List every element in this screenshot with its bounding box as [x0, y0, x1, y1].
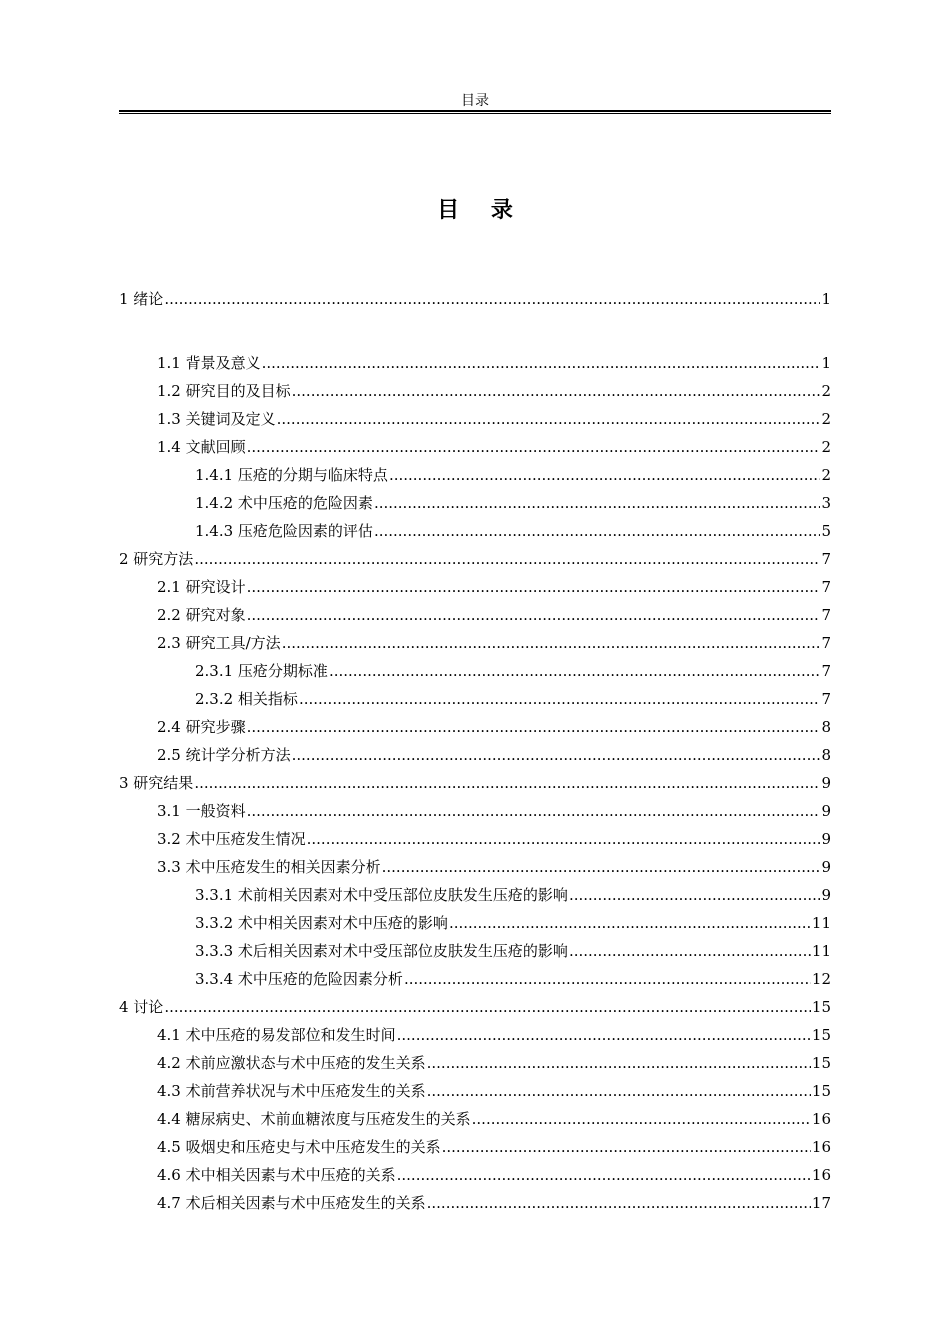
toc-dot-leader: [247, 797, 821, 825]
toc-entry-label: 1.4.3 压疮危险因素的评估: [195, 522, 373, 540]
toc-dot-leader: [397, 1021, 811, 1049]
toc-dot-leader: [247, 601, 821, 629]
toc-entry-label: 4.7 术后相关因素与术中压疮发生的关系: [157, 1194, 426, 1212]
toc-entry-label: 2.2 研究对象: [157, 606, 246, 624]
toc-entry-label: 1.3 关键词及定义: [157, 410, 276, 428]
page-title: 目 录: [437, 197, 525, 223]
toc-entry-page-number: 15: [811, 1026, 831, 1044]
toc-entry-page-number: 17: [811, 1194, 831, 1212]
toc-dot-leader: [282, 629, 821, 657]
toc-entry-page-number: 16: [811, 1110, 831, 1128]
toc-entry[interactable]: [119, 1049, 831, 1077]
toc-entry-page-number: 9: [821, 858, 831, 876]
toc-entry[interactable]: [119, 601, 831, 629]
toc-dot-leader: [307, 825, 821, 853]
toc-entry-page-number: 2: [821, 382, 831, 400]
toc-dot-leader: [427, 1189, 811, 1217]
toc-entry-label: 1 绪论: [119, 290, 164, 308]
toc-entry[interactable]: [119, 545, 831, 573]
toc-entry[interactable]: [119, 1077, 831, 1105]
toc-entry-label: 1.4.1 压疮的分期与临床特点: [195, 466, 388, 484]
toc-dot-leader: [442, 1133, 811, 1161]
toc-entry-page-number: 9: [821, 886, 831, 904]
toc-entry-page-number: 1: [821, 354, 831, 372]
toc-entry-label: 3.3.2 术中相关因素对术中压疮的影响: [195, 914, 448, 932]
toc-entry[interactable]: [119, 405, 831, 433]
toc-entry-page-number: 9: [821, 802, 831, 820]
toc-dot-leader: [569, 937, 811, 965]
toc-dot-leader: [382, 853, 821, 881]
toc-entry-page-number: 7: [821, 690, 831, 708]
toc-dot-leader: [449, 909, 811, 937]
toc-entry-label: 3 研究结果: [119, 774, 194, 792]
toc-entry-page-number: 2: [821, 410, 831, 428]
toc-entry-page-number: 5: [821, 522, 831, 540]
toc-entry-label: 1.1 背景及意义: [157, 354, 261, 372]
toc-entry[interactable]: [119, 433, 831, 461]
toc-entry-page-number: 1: [821, 290, 831, 308]
toc-entry[interactable]: [119, 965, 831, 993]
toc-dot-leader: [292, 741, 821, 769]
toc-entry-label: 4.5 吸烟史和压疮史与术中压疮发生的关系: [157, 1138, 441, 1156]
toc-dot-leader: [277, 405, 821, 433]
toc-entry[interactable]: [119, 1133, 831, 1161]
toc-entry-label: 3.3.4 术中压疮的危险因素分析: [195, 970, 403, 988]
toc-dot-leader: [427, 1049, 811, 1077]
toc-entry[interactable]: [119, 657, 831, 685]
toc-entry-label: 4.3 术前营养状况与术中压疮发生的关系: [157, 1082, 426, 1100]
toc-entry-page-number: 16: [811, 1166, 831, 1184]
toc-entry-label: 4.2 术前应激状态与术中压疮的发生关系: [157, 1054, 426, 1072]
toc-entry-page-number: 8: [821, 746, 831, 764]
toc-entry[interactable]: [119, 993, 831, 1021]
toc-entry[interactable]: [119, 1105, 831, 1133]
toc-dot-leader: [194, 769, 820, 797]
running-header: 目录: [461, 93, 489, 109]
toc-entry-page-number: 12: [811, 970, 831, 988]
toc-dot-leader: [374, 489, 821, 517]
toc-entry-label: 2.3.1 压疮分期标准: [195, 662, 328, 680]
toc-entry-label: 2.3.2 相关指标: [195, 690, 298, 708]
toc-dot-leader: [247, 433, 821, 461]
toc-entry[interactable]: [119, 489, 831, 517]
toc-entry-page-number: 11: [811, 942, 831, 960]
toc-entry[interactable]: [119, 349, 831, 377]
toc-entry-label: 3.3.1 术前相关因素对术中受压部位皮肤发生压疮的影响: [195, 886, 568, 904]
toc-dot-leader: [329, 657, 821, 685]
toc-entry-label: 3.3.3 术后相关因素对术中受压部位皮肤发生压疮的影响: [195, 942, 568, 960]
toc-entry-page-number: 7: [821, 606, 831, 624]
toc-entry-page-number: 9: [821, 774, 831, 792]
toc-entry[interactable]: [119, 825, 831, 853]
toc-entry-label: 1.2 研究目的及目标: [157, 382, 291, 400]
toc-entry-page-number: 16: [811, 1138, 831, 1156]
toc-entry[interactable]: [119, 909, 831, 937]
toc-dot-leader: [164, 993, 811, 1021]
toc-entry-label: 1.4.2 术中压疮的危险因素: [195, 494, 373, 512]
header-rule: [119, 110, 831, 114]
toc-dot-leader: [427, 1077, 811, 1105]
toc-entry-page-number: 7: [821, 634, 831, 652]
toc-entry[interactable]: [119, 1189, 831, 1217]
toc-entry-page-number: 7: [821, 662, 831, 680]
toc-entry-label: 2.1 研究设计: [157, 578, 246, 596]
toc-entry-label: 4.4 糖尿病史、术前血糖浓度与压疮发生的关系: [157, 1110, 471, 1128]
toc-entry-label: 2 研究方法: [119, 550, 194, 568]
toc-entry[interactable]: [119, 377, 831, 405]
toc-entry-page-number: 9: [821, 830, 831, 848]
toc-entry-label: 3.1 一般资料: [157, 802, 246, 820]
toc-entry[interactable]: [119, 881, 831, 909]
table-of-contents: [119, 285, 831, 1217]
toc-entry[interactable]: [119, 713, 831, 741]
toc-entry-label: 4.1 术中压疮的易发部位和发生时间: [157, 1026, 396, 1044]
toc-dot-leader: [404, 965, 811, 993]
toc-entry-label: 2.5 统计学分析方法: [157, 746, 291, 764]
toc-entry-page-number: 3: [821, 494, 831, 512]
toc-dot-leader: [397, 1161, 811, 1189]
toc-dot-leader: [292, 377, 821, 405]
toc-entry[interactable]: [119, 937, 831, 965]
toc-entry-page-number: 7: [821, 578, 831, 596]
toc-entry[interactable]: [119, 797, 831, 825]
toc-dot-leader: [194, 545, 820, 573]
toc-dot-leader: [299, 685, 821, 713]
toc-entry-page-number: 2: [821, 466, 831, 484]
toc-entry[interactable]: [119, 769, 831, 797]
toc-entry[interactable]: [119, 285, 831, 313]
toc-dot-leader: [569, 881, 821, 909]
toc-entry-label: 4.6 术中相关因素与术中压疮的关系: [157, 1166, 396, 1184]
toc-entry-page-number: 15: [811, 998, 831, 1016]
toc-entry[interactable]: [119, 741, 831, 769]
toc-entry-label: 2.4 研究步骤: [157, 718, 246, 736]
toc-entry-label: 1.4 文献回顾: [157, 438, 246, 456]
toc-entry-label: 3.2 术中压疮发生情况: [157, 830, 306, 848]
toc-entry-page-number: 2: [821, 438, 831, 456]
toc-dot-leader: [374, 517, 821, 545]
toc-entry[interactable]: [119, 1021, 831, 1049]
toc-entry[interactable]: [119, 517, 831, 545]
toc-dot-leader: [389, 461, 821, 489]
toc-entry[interactable]: [119, 573, 831, 601]
toc-entry-label: 4 讨论: [119, 998, 164, 1016]
toc-entry-page-number: 8: [821, 718, 831, 736]
toc-dot-leader: [247, 573, 821, 601]
toc-dot-leader: [247, 713, 821, 741]
toc-entry[interactable]: [119, 629, 831, 657]
toc-entry-page-number: 11: [811, 914, 831, 932]
toc-dot-leader: [472, 1105, 811, 1133]
toc-entry-page-number: 15: [811, 1082, 831, 1100]
toc-entry-label: 3.3 术中压疮发生的相关因素分析: [157, 858, 381, 876]
toc-entry-page-number: 7: [821, 550, 831, 568]
toc-dot-leader: [164, 285, 820, 313]
toc-entry[interactable]: [119, 461, 831, 489]
toc-entry-page-number: 15: [811, 1054, 831, 1072]
toc-entry[interactable]: [119, 1161, 831, 1189]
toc-dot-leader: [262, 349, 821, 377]
toc-entry[interactable]: [119, 853, 831, 881]
toc-entry[interactable]: [119, 685, 831, 713]
toc-entry-label: 2.3 研究工具/方法: [157, 634, 281, 652]
